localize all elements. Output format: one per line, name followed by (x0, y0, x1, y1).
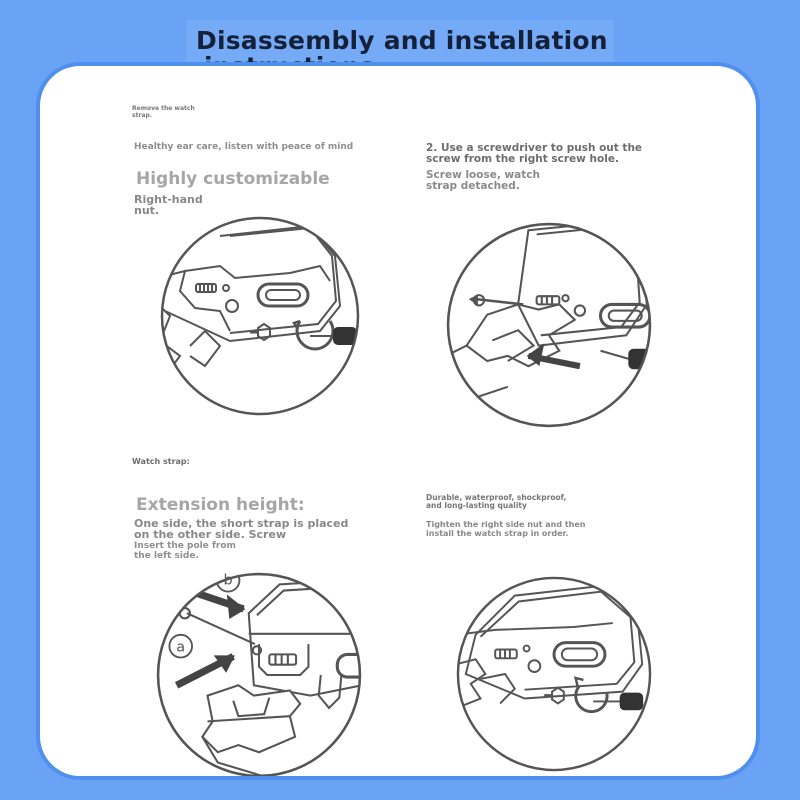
step2-illustration (446, 222, 652, 428)
step1-heading: Highly customizable (136, 169, 330, 189)
step1-caption: Remove the watch strap. (132, 105, 195, 119)
step1-subtext: Right-hand nut. (134, 193, 203, 217)
step2-subtext: Screw loose, watch strap detached. (426, 169, 540, 192)
step1-illustration (160, 216, 360, 416)
title-line-1: Disassembly and installation (196, 26, 608, 55)
step3-heading: Extension height: (136, 495, 305, 515)
step2-instruction: 2. Use a screwdriver to push out the screw from the right screw hole. (426, 142, 643, 165)
label-b: b (223, 572, 233, 589)
step4-tagline: Durable, waterproof, shockproof, and long-lasting quality (426, 493, 567, 510)
step3-subtext: Insert the pole from the left side. (134, 541, 236, 561)
step3-illustration (156, 572, 362, 778)
step4-instruction: Tighten the right side nut and then install the watch strap in order. (426, 520, 586, 538)
instructions-card (36, 62, 760, 780)
step4-illustration (456, 576, 652, 772)
step3-caption: Watch strap: (132, 457, 190, 466)
step1-tagline: Healthy ear care, listen with peace of mind (134, 142, 354, 152)
label-a: a (176, 639, 186, 656)
step3-instruction: One side, the short strap is placed on the other side. Screw (134, 517, 349, 541)
